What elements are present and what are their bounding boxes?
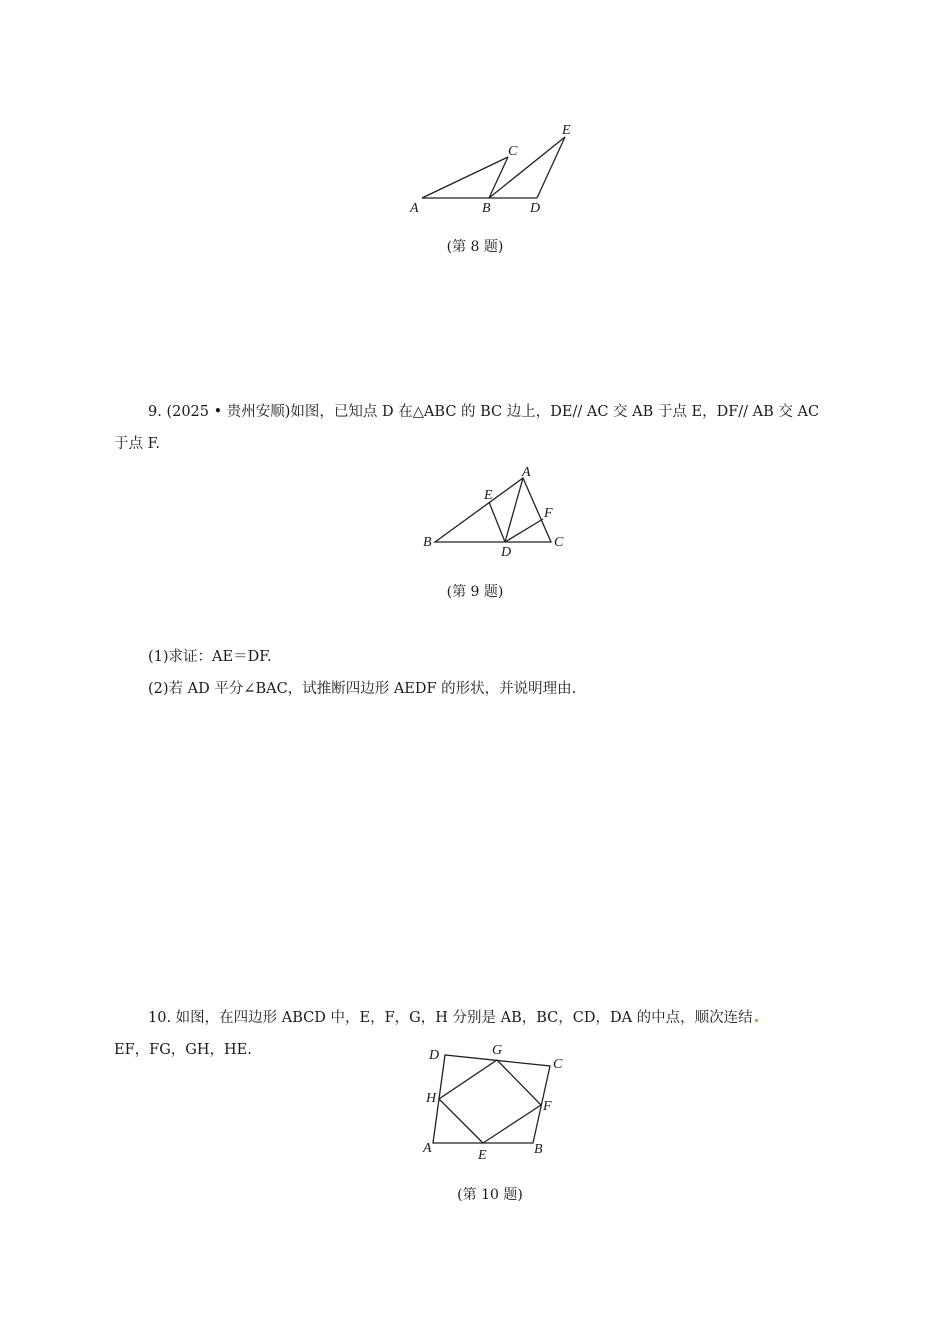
label-C: C [553,1057,563,1072]
figure-9-caption: (第 9 题) [446,584,504,600]
label-A: A [410,201,419,216]
problem-10-line-2: EF，FG，GH，HE. [114,1042,252,1058]
label-D: D [429,1048,440,1063]
label-A: A [522,465,531,480]
label-H: H [426,1091,437,1106]
label-C: C [508,144,518,159]
label-E: E [562,123,571,138]
label-E: E [478,1148,487,1163]
label-F: F [544,506,553,521]
quadrilateral-EFGH [439,1060,541,1143]
segment-CB [489,157,508,198]
problem-10-line-1-text: 10. 如图，在四边形 ABCD 中，E，F，G，H 分别是 AB，BC，CD，DA 的中点，顺次连结 [148,1010,753,1026]
figure-8-diagram [400,115,600,225]
problem-9-line-1: 9. (2025 • 贵州安顺)如图，已知点 D 在△ABC 的 BC 边上，DE// AC 交 AB 于点 E，DF// AB 交 AC [148,404,820,420]
label-G: G [492,1043,503,1058]
label-A: A [423,1141,432,1156]
label-F: F [543,1099,552,1114]
label-D: D [530,201,541,216]
problem-9-sub-1: (1)求证：AE＝DF. [148,649,272,665]
label-E: E [484,488,493,503]
problem-9-text [114,396,844,460]
figure-8-caption: (第 8 题) [446,239,504,255]
segment-AC [422,157,508,198]
segment-ED [537,137,565,198]
problem-9-sub-2: (2)若 AD 平分∠BAC，试推断四边形 AEDF 的形状，并说明理由. [148,681,577,697]
figure-10-caption: (第 10 题) [457,1187,523,1203]
label-B: B [482,201,491,216]
segment-BE [489,137,565,198]
problem-9-line-2: 于点 F. [114,436,161,452]
triangle-ABC [435,478,551,542]
quadrilateral-ABCD [433,1055,550,1143]
label-B: B [423,535,432,550]
label-C: C [554,535,564,550]
figure-9-diagram [415,462,585,562]
figure-9 [415,462,585,562]
label-D: D [501,545,512,560]
label-B: B [534,1142,543,1157]
problem-10-line-1 [114,1002,844,1034]
figure-10-diagram [415,1040,575,1165]
segment-ED [489,502,505,542]
highlight-dot [755,1019,758,1022]
figure-8 [400,115,600,225]
figure-10 [415,1040,575,1165]
